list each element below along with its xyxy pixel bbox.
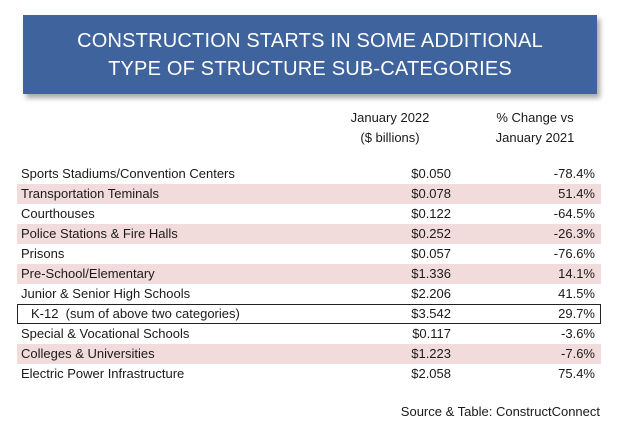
row-label: Special & Vocational Schools (21, 326, 190, 341)
row-change: 29.7% (558, 306, 595, 321)
row-value: $3.542 (411, 306, 451, 321)
row-label: Junior & Senior High Schools (21, 286, 191, 301)
row-change: 51.4% (558, 186, 595, 201)
title-line-1: CONSTRUCTION STARTS IN SOME ADDITIONAL (77, 29, 543, 52)
row-value: $0.057 (411, 246, 451, 261)
row-change: -78.4% (553, 166, 595, 181)
table-row (17, 204, 601, 224)
row-change: 14.1% (558, 266, 595, 281)
table-row (17, 244, 601, 264)
change-column-header (480, 108, 590, 148)
row-value: $0.050 (411, 166, 451, 181)
row-label: Pre-School/Elementary (21, 266, 155, 281)
row-change: -64.5% (553, 206, 595, 221)
row-value: $0.117 (412, 326, 451, 341)
row-label: K-12 (sum of above two categories) (31, 306, 240, 321)
row-label: Prisons (21, 246, 65, 261)
row-change: -7.6% (561, 346, 595, 361)
row-change: -26.3% (553, 226, 595, 241)
row-label: Police Stations & Fire Halls (21, 226, 178, 241)
source-note: Source & Table: ConstructConnect (400, 404, 600, 419)
row-value: $0.122 (411, 206, 451, 221)
change-header-line-2: January 2021 (495, 130, 575, 145)
row-label: Transportation Teminals (21, 186, 160, 201)
value-header-line-2: ($ billions) (360, 130, 420, 145)
table-row (17, 324, 601, 344)
table-row (17, 284, 601, 304)
row-value: $1.336 (411, 266, 451, 281)
row-label: Colleges & Universities (21, 346, 155, 361)
row-value: $2.206 (411, 286, 451, 301)
title-line-2: TYPE OF STRUCTURE SUB-CATEGORIES (108, 57, 512, 80)
table-row (17, 264, 601, 284)
row-change: -76.6% (553, 246, 595, 261)
row-value: $0.078 (411, 186, 451, 201)
row-label: Sports Stadiums/Convention Centers (21, 166, 235, 181)
table-row (17, 164, 601, 184)
row-change: 75.4% (558, 366, 595, 381)
row-value: $2.058 (411, 366, 451, 381)
table-row (17, 344, 601, 364)
table-row (17, 184, 601, 204)
row-change: -3.6% (561, 326, 595, 341)
row-change: 41.5% (558, 286, 595, 301)
change-header-line-1: % Change vs (496, 110, 574, 125)
row-value: $1.223 (411, 346, 451, 361)
row-value: $0.252 (411, 226, 451, 241)
value-column-header (340, 108, 440, 148)
row-label: Courthouses (21, 206, 95, 221)
data-table (17, 164, 601, 384)
value-header-line-1: January 2022 (350, 110, 430, 125)
table-row (17, 224, 601, 244)
row-label: Electric Power Infrastructure (21, 366, 185, 381)
table-row (17, 364, 601, 384)
title-banner (23, 15, 597, 94)
table-row-k12-total (17, 304, 601, 324)
